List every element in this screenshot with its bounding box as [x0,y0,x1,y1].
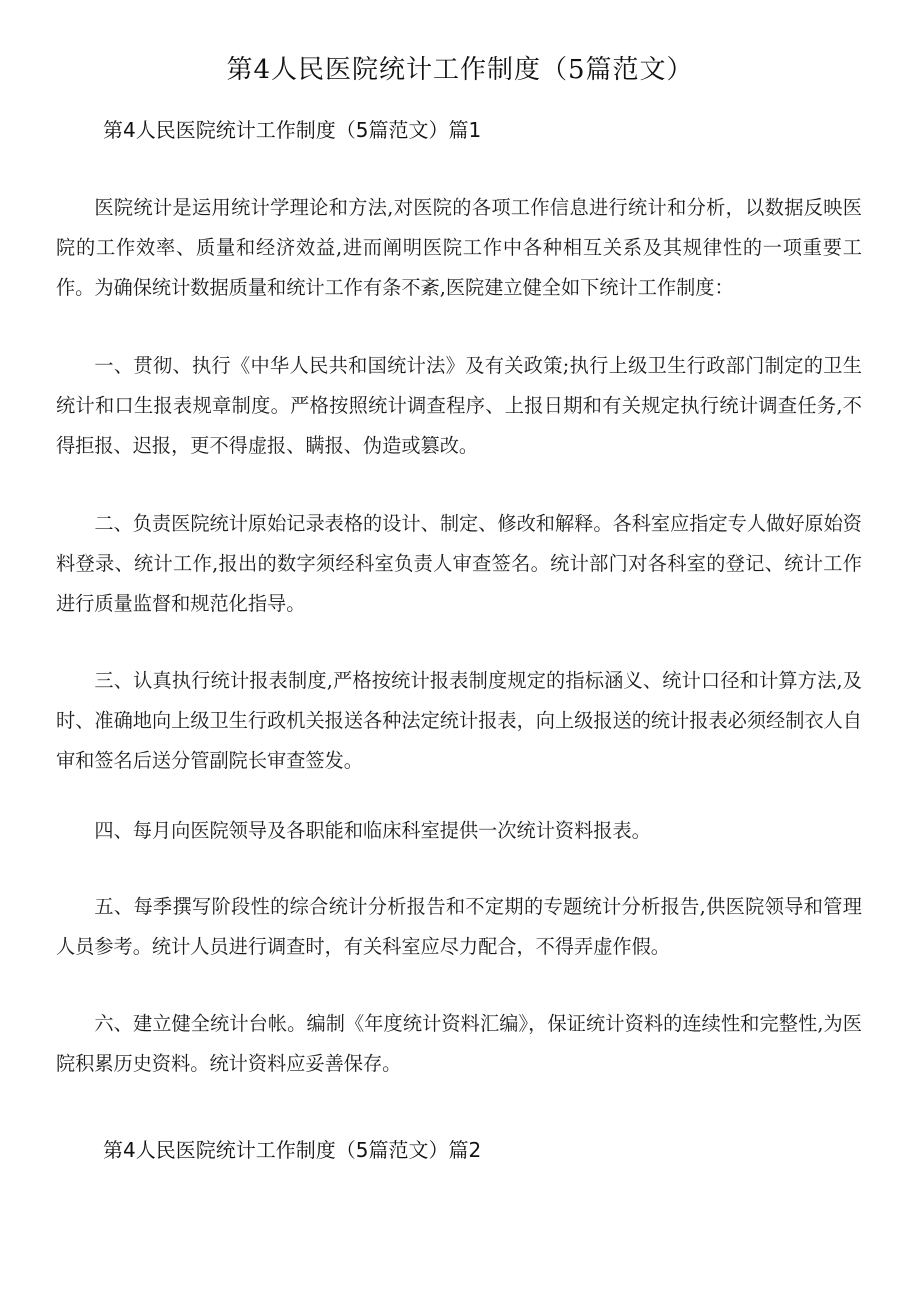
document-title: 第4人民医院统计工作制度（5篇范文） [226,55,694,85]
paragraph-item-6: 六、建立健全统计台帐。编制《年度统计资料汇编》，保证统计资料的连续性和完整性,为医院积累历史资料。统计资料应妥善保存。 [56,1012,862,1075]
section-heading-2: 第4人民医院统计工作制度（5篇范文）篇2 [103,1138,482,1162]
paragraph-item-5: 五、每季撰写阶段性的综合统计分析报告和不定期的专题统计分析报告,供医院领导和管理人员参考。统计人员进行调查时，有关科室应尽力配合，不得弄虚作假。 [56,895,862,958]
paragraph-item-1: 一、贯彻、执行《中华人民共和国统计法》及有关政策;执行上级卫生行政部门制定的卫生统计和口生报表规章制度。严格按照统计调查程序、上报日期和有关规定执行统计调查任务,不得拒报、迟报，更不得虚报、瞒报、伪造或篡改。 [56,354,862,457]
section-heading-1: 第4人民医院统计工作制度（5篇范文）篇1 [103,118,482,142]
paragraph-item-2: 二、负责医院统计原始记录表格的设计、制定、修改和解释。各科室应指定专人做好原始资料登录、统计工作,报出的数字须经科室负责人审查签名。统计部门对各科室的登记、统计工作进行质量监督和规范化指导。 [56,512,862,615]
paragraph-intro: 医院统计是运用统计学理论和方法,对医院的各项工作信息进行统计和分析，以数据反映医院的工作效率、质量和经济效益,进而阐明医院工作中各种相互关系及其规律性的一项重要工作。为确保统计数据质量和统计工作有条不紊,医院建立健全如下统计工作制度： [56,196,862,299]
paragraph-item-4: 四、每月向医院领导及各职能和临床科室提供一次统计资料报表。 [94,819,651,842]
paragraph-item-3: 三、认真执行统计报表制度,严格按统计报表制度规定的指标涵义、统计口径和计算方法,及时、准确地向上级卫生行政机关报送各种法定统计报表，向上级报送的统计报表必须经制衣人自审和签名后送分管副院长审查签发。 [56,669,862,772]
